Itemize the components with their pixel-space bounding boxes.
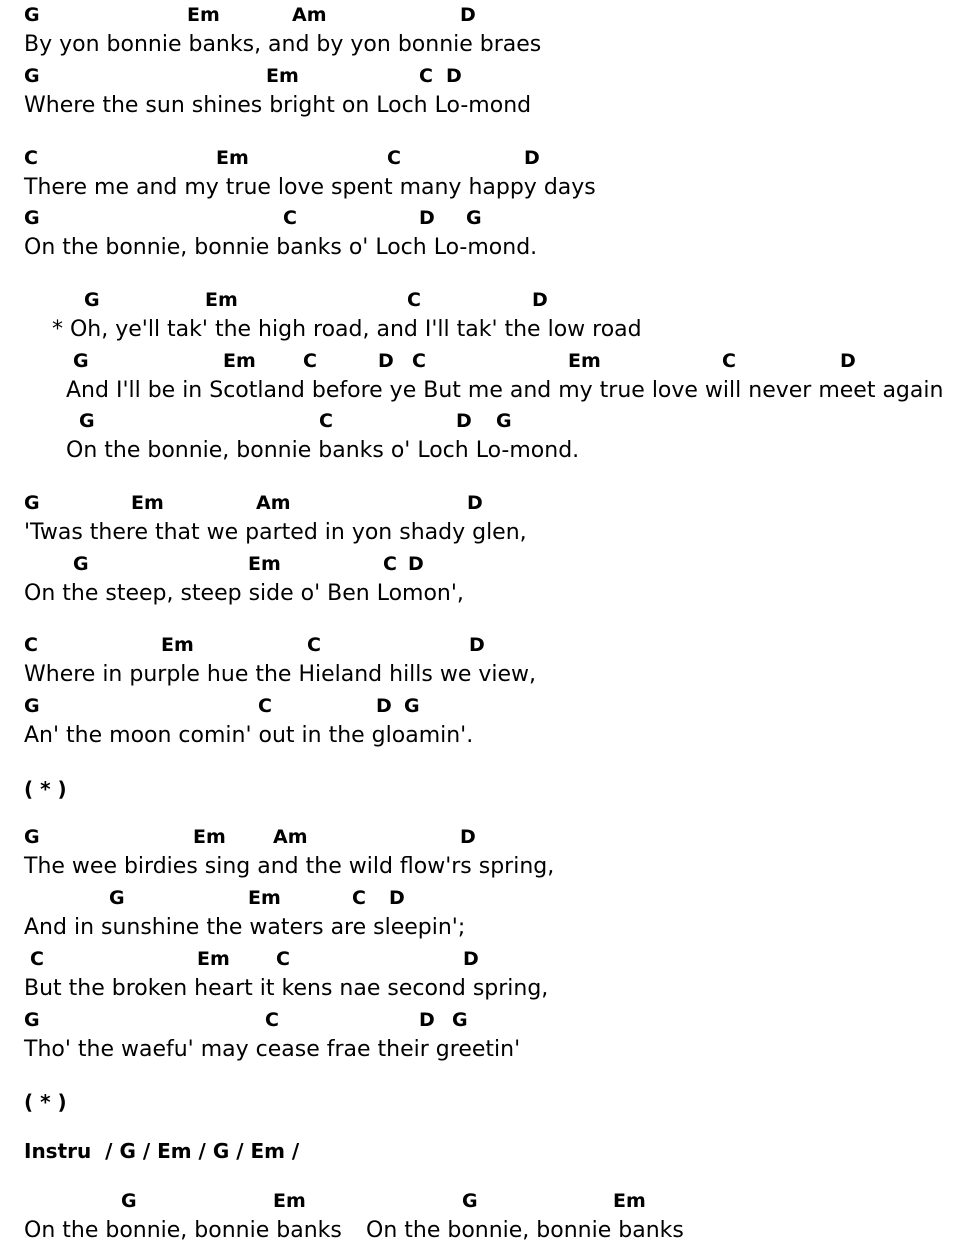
chord: Am	[273, 826, 308, 848]
chord: D	[524, 147, 540, 169]
lyric-line: And I'll be in Scotland before ye But me and my true love will never meet again	[66, 378, 944, 403]
chord: C	[265, 1009, 279, 1031]
lyric-line: Tho' the waefu' may cease frae their greetin'	[24, 1037, 521, 1062]
section-marker: ( * )	[24, 1090, 67, 1114]
chord: C	[24, 147, 38, 169]
chord: G	[24, 207, 40, 229]
lyric-line: * Oh, ye'll tak' the high road, and I'll tak' the low road	[52, 317, 642, 342]
chord: Em	[187, 4, 220, 26]
section-marker: ( * )	[24, 777, 67, 801]
chord: D	[408, 553, 424, 575]
chord: C	[412, 350, 426, 372]
chord: Em	[248, 553, 281, 575]
chord: G	[462, 1190, 478, 1212]
chord: Em	[205, 289, 238, 311]
chord: G	[452, 1009, 468, 1031]
chord: G	[466, 207, 482, 229]
chord: G	[121, 1190, 137, 1212]
chord: D	[419, 1009, 435, 1031]
chord: D	[376, 695, 392, 717]
chord: Em	[266, 65, 299, 87]
chord: G	[24, 492, 40, 514]
chord: G	[24, 826, 40, 848]
lyric-line: By yon bonnie banks, and by yon bonnie braes	[24, 32, 542, 57]
chord: C	[319, 410, 333, 432]
lyric-line: Where in purple hue the Hieland hills we view,	[24, 662, 537, 687]
lyric-line: On the bonnie, bonnie banks	[366, 1218, 684, 1243]
chord: Em	[193, 826, 226, 848]
chord: G	[73, 553, 89, 575]
chord: G	[24, 4, 40, 26]
chord: Em	[248, 887, 281, 909]
chord: G	[79, 410, 95, 432]
chord: C	[383, 553, 397, 575]
lyric-line: The wee birdies sing and the wild flow'rs spring,	[24, 854, 555, 879]
chord: C	[722, 350, 736, 372]
chord: D	[840, 350, 856, 372]
chord: D	[467, 492, 483, 514]
chord: C	[303, 350, 317, 372]
lyric-line: On the bonnie, bonnie banks o' Loch Lo-mond.	[24, 235, 538, 260]
chord: C	[352, 887, 366, 909]
chord: C	[283, 207, 297, 229]
chord: Em	[197, 948, 230, 970]
lyric-line: On the bonnie, bonnie banks	[24, 1218, 342, 1243]
chord: Em	[613, 1190, 646, 1212]
lyric-line: There me and my true love spent many happy days	[24, 175, 596, 200]
chord: C	[276, 948, 290, 970]
chord: C	[407, 289, 421, 311]
lyric-line: And in sunshine the waters are sleepin';	[24, 915, 466, 940]
lyric-line: 'Twas there that we parted in yon shady glen,	[24, 520, 527, 545]
chord: Em	[131, 492, 164, 514]
chord: D	[389, 887, 405, 909]
chord: D	[460, 4, 476, 26]
chord: D	[456, 410, 472, 432]
chord: G	[84, 289, 100, 311]
chord: C	[24, 634, 38, 656]
chord: C	[387, 147, 401, 169]
chord: Am	[256, 492, 291, 514]
chord: G	[73, 350, 89, 372]
chord: G	[404, 695, 420, 717]
chord: G	[109, 887, 125, 909]
lyric-line: Where the sun shines bright on Loch Lo-mond	[24, 93, 532, 118]
chord: G	[24, 65, 40, 87]
chord: D	[419, 207, 435, 229]
lyric-line: But the broken heart it kens nae second spring,	[24, 976, 549, 1001]
section-marker: Instru / G / Em / G / Em /	[24, 1139, 300, 1163]
chord: D	[446, 65, 462, 87]
chord: Em	[161, 634, 194, 656]
chord: C	[419, 65, 433, 87]
chord: Em	[568, 350, 601, 372]
chord: C	[307, 634, 321, 656]
lyric-line: On the steep, steep side o' Ben Lomon',	[24, 581, 464, 606]
lyric-line: An' the moon comin' out in the gloamin'.	[24, 723, 474, 748]
chord: Em	[216, 147, 249, 169]
chord: G	[496, 410, 512, 432]
lyric-line: On the bonnie, bonnie banks o' Loch Lo-mond.	[66, 438, 580, 463]
chord: D	[463, 948, 479, 970]
chord: C	[258, 695, 272, 717]
chord: Em	[223, 350, 256, 372]
chord: D	[378, 350, 394, 372]
chord: G	[24, 1009, 40, 1031]
chord: G	[24, 695, 40, 717]
chord: D	[460, 826, 476, 848]
chord: Em	[273, 1190, 306, 1212]
chord: D	[469, 634, 485, 656]
chord: Am	[292, 4, 327, 26]
chord: D	[532, 289, 548, 311]
chord: C	[30, 948, 44, 970]
